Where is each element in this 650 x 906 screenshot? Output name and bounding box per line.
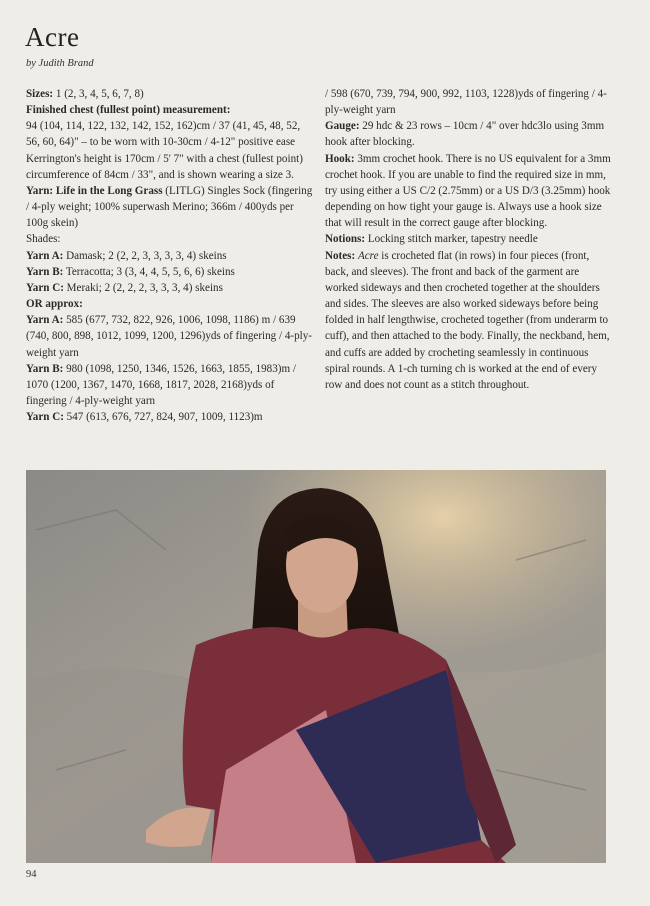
model-note: Kerrington's height is 170cm / 5' 7" with a chest (fullest point) circumference of 84cm / 33", and is shown wearing a size 3.: [26, 152, 303, 181]
pattern-title: Acre: [25, 22, 80, 52]
yarn-a-line: Yarn A: Damask; 2 (2, 2, 3, 3, 3, 3, 4) skeins: [26, 249, 227, 262]
model-photo: [26, 470, 606, 863]
notes-line: Notes: Acre is crocheted flat (in rows) in four pieces (front, back, and sleeves). The front and back of the garment are worked sideways and then crocheted together at the shoulders and sides. The sleeves are also worked sideways before being folded in half lengthwise, crocheted together (from underarm to cuff), and then attached to the body. Finally, the neckband, hem, and cuffs are added by crocheting seamlessly in continuous spiral rounds. A 1-ch turning ch is worked at the end of every row and does not count as a stitch throughout.: [325, 249, 610, 391]
yarn-value: (LITLG) Singles Sock (fingering / 4-ply weight; 100% superwash Merino; 366m / 400yds per 100g skein): [26, 184, 313, 230]
yarn-c-line: Yarn C: Meraki; 2 (2, 2, 2, 3, 3, 3, 4) skeins: [26, 281, 223, 294]
yarn-b-line: Yarn B: Terracotta; 3 (3, 4, 4, 5, 5, 6, 6) skeins: [26, 265, 235, 278]
right-column: [325, 86, 615, 393]
yarn-line: [26, 183, 316, 231]
approx-b-line: Yarn B: 980 (1098, 1250, 1346, 1526, 1663, 1855, 1983)m / 1070 (1200, 1367, 1470, 1668, 1817, 2028, 2168)yds of fingering / 4-ply-weight yarn: [26, 362, 296, 407]
hook-line: Hook: 3mm crochet hook. There is no US equivalent for a 3mm crochet hook. If you are unable to find the required size in mm, try using either a US C/2 (2.75mm) or a US D/3 (3.25mm) hook depending on how tight your gauge is. Always use a hook size that will result in the correct gauge after blocking.: [325, 152, 611, 230]
approx-c-line: Yarn C: 547 (613, 676, 727, 824, 907, 1009, 1123)m: [26, 411, 263, 424]
approx-a-line: Yarn A: 585 (677, 732, 822, 926, 1006, 1098, 1186) m / 639 (740, 800, 898, 1012, 1099, 1200, 1296)yds of fingering / 4-ply-weight yarn: [26, 314, 312, 359]
shades-label: Shades:: [26, 233, 61, 246]
page-number: 94: [26, 869, 37, 880]
gauge-line: Gauge: 29 hdc & 23 rows – 10cm / 4" over hdc3lo using 3mm hook after blocking.: [325, 120, 605, 149]
sizes-label: Sizes:: [26, 88, 54, 100]
sizes-line: [26, 86, 316, 102]
chest-value: 94 (104, 114, 122, 132, 142, 152, 162)cm / 37 (41, 45, 48, 52, 56, 60, 64)" – to be worn with 10-30cm / 4-12" positive ease: [26, 120, 301, 149]
approx-c-continued: / 598 (670, 739, 794, 900, 992, 1103, 1228)yds of fingering / 4-ply-weight yarn: [325, 88, 607, 117]
notions-line: Notions: Locking stitch marker, tapestry needle: [325, 233, 538, 246]
sizes-value: 1 (2, 3, 4, 5, 6, 7, 8): [53, 88, 144, 100]
yarn-label: Yarn: Life in the Long Grass: [26, 184, 163, 197]
chest-label: Finished chest (fullest point) measurement:: [26, 104, 231, 117]
or-approx-label: OR approx:: [26, 298, 83, 311]
left-column: [26, 86, 316, 425]
byline: by Judith Brand: [26, 58, 94, 69]
